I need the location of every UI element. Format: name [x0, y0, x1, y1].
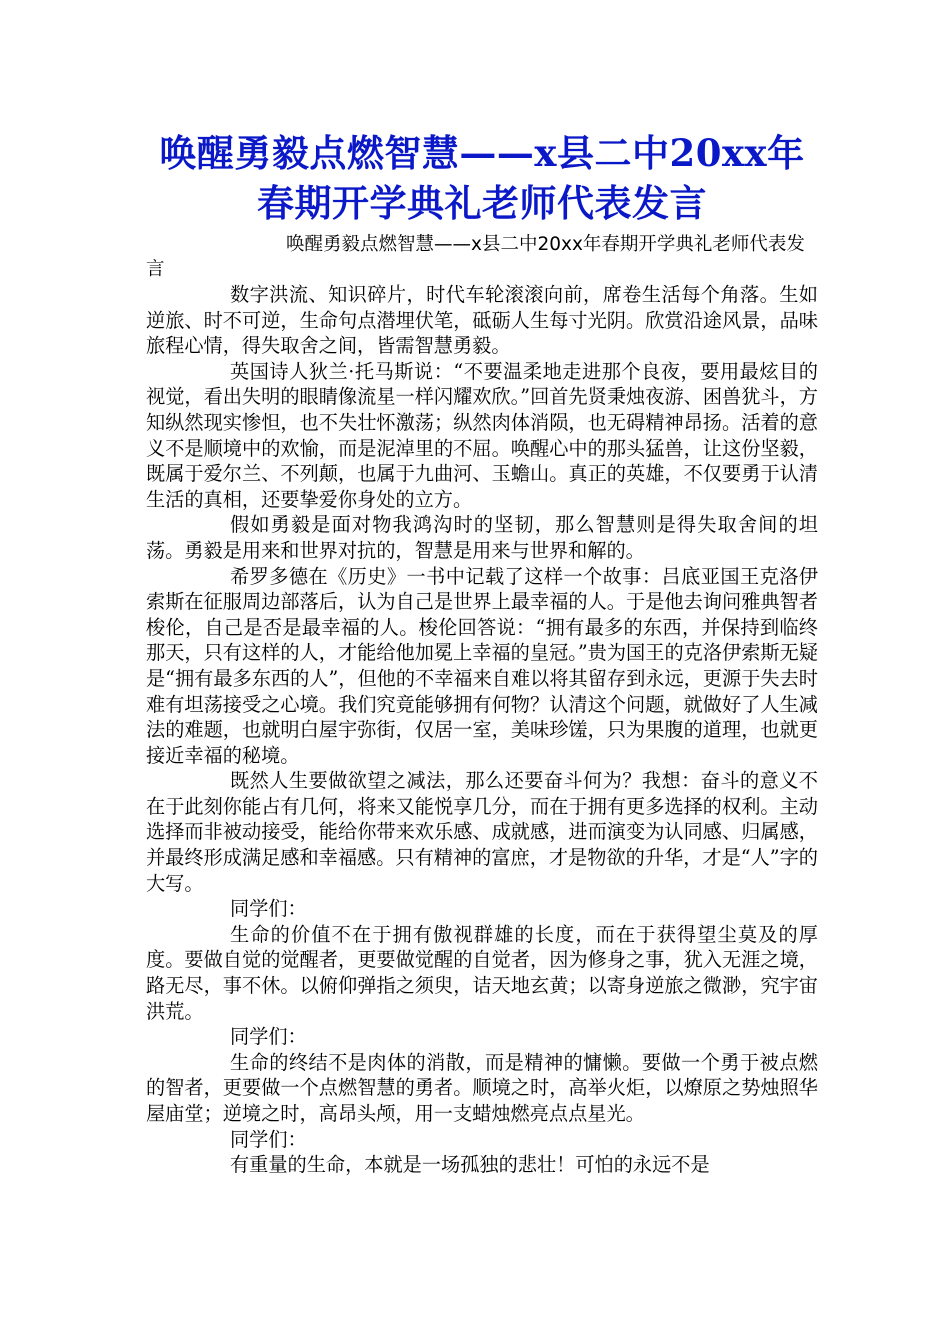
paragraph: 数字洪流、知识碎片，时代车轮滚滚向前，席卷生活每个角落。生如逆旅、时不可逆，生命句点潜埋伏笔，砥砺人生每寸光阴。欣赏沿途风景，品味旅程心情，得失取舍之间，皆需智慧勇毅。 [146, 283, 818, 358]
paragraph: 假如勇毅是面对物我鸿沟时的坚韧，那么智慧则是得失取舍间的坦荡。勇毅是用来和世界对抗的，智慧是用来与世界和解的。 [146, 513, 818, 562]
document-body [146, 282, 818, 1178]
paragraph: 希罗多德在《历史》一书中记载了这样一个故事：吕底亚国王克洛伊索斯在征服周边部落后，认为自己是世界上最幸福的人。于是他去询问雅典智者梭伦，自己是否是最幸福的人。梭伦回答说：“拥有最多的东西，并保持到临终那天，只有这样的人，才能给他加冕上幸福的皇冠。”贵为国王的克洛伊索斯无疑是“拥有最多东西的人”，但他的不幸福来自难以将其留存到永远，更源于失去时难有坦荡接受之心境。我们究竟能够拥有何物？认清这个问题，就做好了人生减法的难题，也就明白屋宇弥街，仅居一室，美味珍馐，只为果腹的道理，也就更接近幸福的秘境。 [146, 564, 818, 767]
document-title: 唤醒勇毅点燃智慧——x县二中20xx年春期开学典礼老师代表发言 [159, 131, 805, 225]
paragraph: 生命的价值不在于拥有傲视群雄的长度，而在于获得望尘莫及的厚度。要做自觉的觉醒者，更要做觉醒的自觉者，因为修身之事，犹入无涯之境，路无尽，事不休。以俯仰弹指之须臾，诘天地玄黄；以寄身逆旅之微渺，究宇宙洪荒。 [146, 922, 818, 1023]
document-page [146, 128, 818, 1178]
paragraph: 生命的终结不是肉体的消散，而是精神的慵懒。要做一个勇于被点燃的智者，更要做一个点燃智慧的勇者。顺境之时，高举火炬，以燎原之势烛照华屋庙堂；逆境之时，高昂头颅，用一支蜡烛燃亮点点星光。 [146, 1050, 818, 1125]
paragraph: 英国诗人狄兰·托马斯说：“不要温柔地走进那个良夜，要用最炫目的视觉，看出失明的眼睛像流星一样闪耀欢欣。”回首先贤秉烛夜游、困兽犹斗，方知纵然现实惨怛，也不失壮怀激荡；纵然肉体消陨，也无碍精神昂扬。活着的意义不是顺境中的欢愉，而是泥淖里的不屈。唤醒心中的那头猛兽，让这份坚毅，既属于爱尔兰、不列颠，也属于九曲河、玉蟾山。真正的英雄，不仅要勇于认清生活的真相，还要挚爱你身处的立方。 [146, 359, 818, 511]
salutation: 同学们： [230, 1127, 307, 1151]
document-subtitle: 唤醒勇毅点燃智慧——x县二中20xx年春期开学典礼老师代表发言 [146, 234, 805, 280]
salutation: 同学们： [230, 897, 307, 921]
salutation: 同学们： [230, 1025, 307, 1049]
paragraph: 既然人生要做欲望之减法，那么还要奋斗何为？我想：奋斗的意义不在于此刻你能占有几何，将来又能悦享几分，而在于拥有更多选择的权利。主动选择而非被动接受，能给你带来欢乐感、成就感，进而演变为认同感、归属感，并最终形成满足感和幸福感。只有精神的富庶，才是物欲的升华，才是“人”字的大写。 [146, 769, 818, 895]
paragraph: 有重量的生命，本就是一场孤独的悲壮！可怕的永远不是 [230, 1153, 710, 1177]
